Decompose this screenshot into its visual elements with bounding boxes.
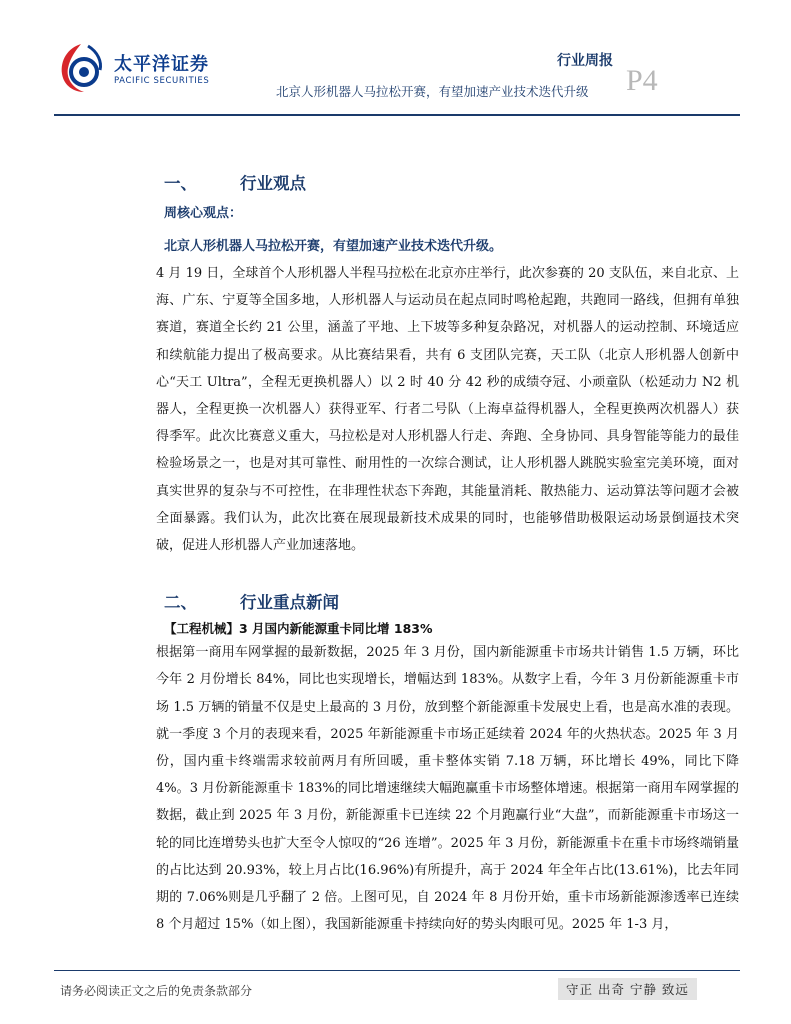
section-number: 一、: [164, 174, 197, 193]
news-title: 【工程机械】3 月国内新能源重卡同比增 183%: [164, 621, 433, 637]
body-paragraph: 根据第一商用车网掌握的最新数据，2025 年 3 月份，国内新能源重卡市场共计销售 1.5 万辆，环比今年 2 月份增长 84%，同比也实现增长，增幅达到 183%。从数字上看，今年 3 月份新能源重卡市场 1.5 万辆的销量不仅是史上最高的 3 月份，放到整个新能源重卡发展史上看，也是高水准的表现。就一季度 3 个月的表现来看，2025 年新能源重卡市场正延续着 2024 年的火热状态。2025 年 3 月份，国内重卡终端需求较前两月有所回暖，重卡整体实销 7.18 万辆，环比增长 49%，同比下降 4%。3 月份新能源重卡 183%的同比增速继续大幅跑赢重卡市场整体增速。根据第一商用车网掌握的数据，截止到 2025 年 3 月份，新能源重卡已连续 22 个月跑赢行业“大盘”，而新能源重卡市场这一轮的同比连增势头也扩大至令人惊叹的“26 连增”。2025 年 3 月份，新能源重卡在重卡市场终端销量的占比达到 20.93%，较上月占比(16.96%)有所提升，高于 2024 年全年占比(13.61%)，比去年同期的 7.06%则是几乎翻了 2 倍。上图可见，自 2024 年 8 月份开始，重卡市场新能源渗透率已连续 8 个月超过 15%（如上图），我国新能源重卡持续向好的势头肉眼可见。2025 年 1-3 月，: [156, 645, 739, 933]
company-logo: [58, 40, 223, 100]
section-title: 行业重点新闻: [240, 593, 339, 613]
logo-english-name: PACIFIC SECURITIES: [114, 76, 210, 86]
report-subtitle: 北京人形机器人马拉松开赛，有望加速产业技术迭代升级: [276, 84, 589, 99]
disclaimer-note: 请务必阅读正文之后的免责条款部分: [60, 984, 253, 998]
core-view-lead: 北京人形机器人马拉松开赛，有望加速产业技术迭代升级。: [164, 239, 503, 254]
section-heading-1: [164, 170, 739, 196]
company-slogan: 守正 出奇 宁静 致远: [558, 978, 697, 1000]
logo-chinese-name: 太平洋证券: [114, 54, 209, 75]
main-content: [156, 170, 739, 951]
body-paragraph: 4 月 19 日，全球首个人形机器人半程马拉松在北京亦庄举行，此次参赛的 20 支队伍，来自北京、上海、广东、宁夏等全国多地，人形机器人与运动员在起点同时鸣枪起跑，共跑同一路线，但拥有单独赛道，赛道全长约 21 公里，涵盖了平地、上下坡等多种复杂路况，对机器人的运动控制、环境适应和续航能力提出了极高要求。从比赛结果看，共有 6 支团队完赛，天工队（北京人形机器人创新中心“天工 Ultra”，全程无更换机器人）以 2 时 40 分 42 秒的成绩夺冠、小顽童队（松延动力 N2 机器人，全程更换一次机器人）获得亚军、行者二号队（上海卓益得机器人，全程更换两次机器人）获得季军。此次比赛意义重大，马拉松是对人形机器人行走、奔跑、全身协同、具身智能等能力的最佳检验场景之一，也是对其可靠性、耐用性的一次综合测试，让人形机器人跳脱实验室完美环境，面对真实世界的复杂与不可控性，在非理性状态下奔跑，其能量消耗、散热能力、运动算法等问题才会被全面暴露。我们认为，此次比赛在展现最新技术成果的同时，也能够借助极限运动场景倒逼技术突破，促进人形机器人产业加速落地。: [156, 266, 739, 554]
pacific-securities-logo-icon: [58, 40, 104, 94]
page-number: P4: [626, 64, 658, 97]
header-divider: [54, 114, 740, 116]
section-heading-2: [164, 589, 739, 615]
core-view-subheading: 周核心观点：: [164, 206, 243, 221]
section-number: 二、: [164, 593, 197, 613]
report-type: 行业周报: [557, 53, 613, 69]
page-header: [0, 0, 791, 120]
footer-divider: [54, 970, 740, 971]
section-title: 行业观点: [240, 174, 306, 193]
